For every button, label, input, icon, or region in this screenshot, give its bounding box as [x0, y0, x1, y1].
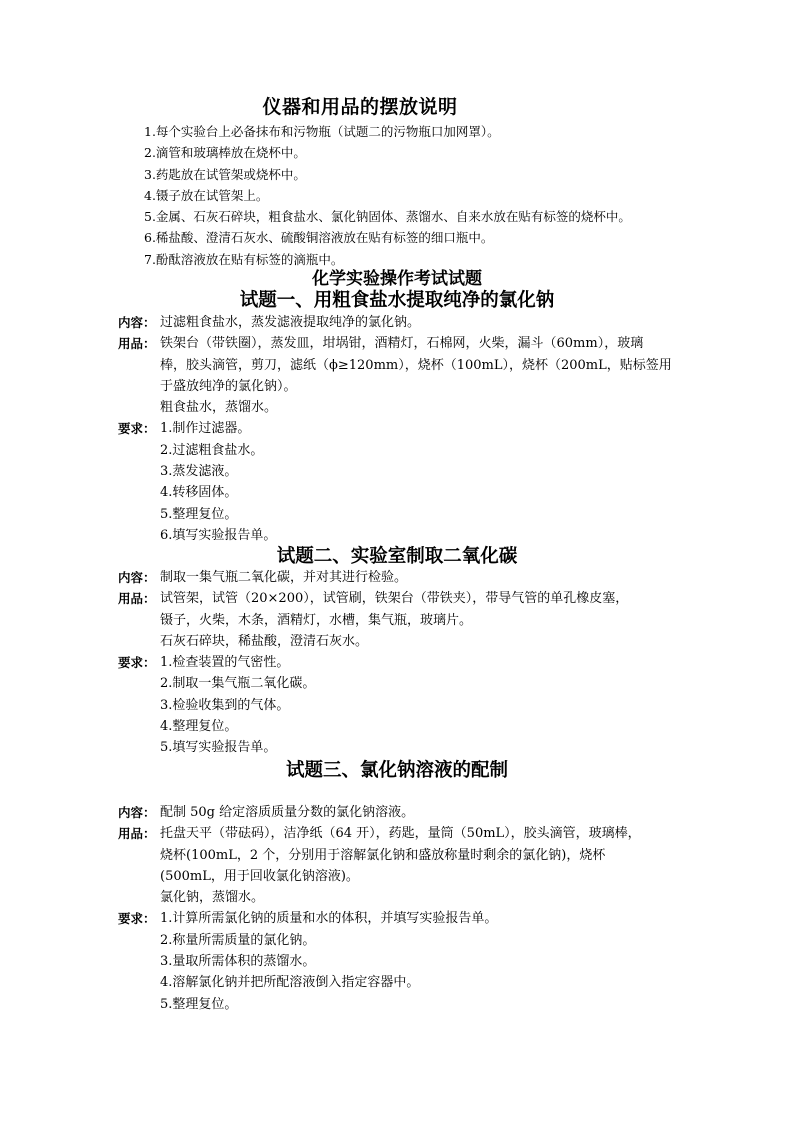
- instruction-item: 5.金属、石灰石碎块，粗食盐水、氯化钠固体、蒸馏水、自来水放在贴有标签的烧杯中。: [144, 209, 631, 225]
- q1-title: 试题一、用粗食盐水提取纯净的氯化钠: [239, 290, 555, 311]
- instruction-item: 7.酚酞溶液放在贴有标签的滴瓶中。: [144, 251, 344, 267]
- exam-title: 化学实验操作考试试题: [312, 269, 482, 289]
- requirements-label: 要求：: [118, 655, 156, 671]
- q1-supplies-row: [118, 333, 678, 418]
- q2-title: 试题二、实验室制取二氧化碳: [276, 546, 518, 567]
- q3-requirements: [160, 908, 678, 1014]
- q1-body: [118, 312, 678, 546]
- instruction-item: 1.每个实验台上必备抹布和污物瓶（试题二的污物瓶口加网罩）。: [144, 124, 500, 139]
- supply-line: 烧杯(100mL，2 个，分别用于溶解氯化钠和盛放称量时剩余的氯化钠)，烧杯: [160, 847, 606, 863]
- requirement-item: 4.溶解氯化钠并把所配溶液倒入指定容器中。: [160, 975, 420, 991]
- requirement-item: 2.称量所需质量的氯化钠。: [160, 932, 316, 948]
- supply-line: 粗食盐水，蒸馏水。: [160, 400, 278, 416]
- q3-supplies-row: [118, 823, 678, 908]
- q1-requirements-row: [118, 418, 678, 546]
- q2-content: 制取一集气瓶二氧化碳，并对其进行检验。: [160, 570, 408, 585]
- q2-requirements: [160, 652, 678, 758]
- requirement-item: 4.转移固体。: [160, 485, 238, 501]
- supplies-label: 用品：: [118, 336, 156, 352]
- requirement-item: 1.制作过滤器。: [160, 421, 251, 437]
- requirement-item: 3.检验收集到的气体。: [160, 697, 290, 713]
- requirement-item: 1.计算所需氯化钠的质量和水的体积，并填写实验报告单。: [160, 911, 498, 927]
- requirement-item: 3.蒸发滤液。: [160, 464, 238, 480]
- placement-instructions: [144, 121, 631, 270]
- supply-line: 棒，胶头滴管，剪刀，滤纸（ϕ≥120mm），烧杯（100mL），烧杯（200mL，贴标签用: [160, 357, 672, 373]
- q2-supplies-row: [118, 588, 678, 652]
- supply-line: 石灰石碎块，稀盐酸，澄清石灰水。: [160, 633, 369, 649]
- requirement-item: 5.填写实验报告单。: [160, 740, 277, 756]
- supplies-label: 用品：: [118, 591, 156, 607]
- requirement-item: 5.整理复位。: [160, 996, 238, 1012]
- supply-line: 托盘天平（带砝码），洁净纸（64 开），药匙，量筒（50mL），胶头滴管，玻璃棒，: [160, 826, 641, 842]
- supply-line: 镊子，火柴，木条，酒精灯，水槽，集气瓶，玻璃片。: [160, 612, 473, 628]
- q3-body: [118, 802, 678, 1015]
- supply-line: 氯化钠，蒸馏水。: [160, 890, 265, 906]
- q3-supplies: [160, 823, 678, 908]
- q3-content: 配制 50g 给定溶质质量分数的氯化钠溶液。: [160, 805, 415, 820]
- requirements-label: 要求：: [118, 911, 156, 927]
- q2-supplies: [160, 588, 678, 652]
- requirement-item: 4.整理复位。: [160, 719, 238, 735]
- instruction-item: 4.镊子放在试管架上。: [144, 187, 269, 203]
- q1-requirements: [160, 418, 678, 546]
- content-label: 内容：: [118, 805, 156, 820]
- requirement-item: 1.检查装置的气密性。: [160, 655, 290, 671]
- content-label: 内容：: [118, 315, 156, 330]
- supply-line: 试管架，试管（20×200），试管刷，铁架台（带铁夹），带导气管的单孔橡皮塞，: [160, 591, 629, 607]
- requirements-label: 要求：: [118, 421, 156, 437]
- q3-requirements-row: [118, 908, 678, 1014]
- document-title: 仪器和用品的摆放说明: [262, 96, 458, 118]
- requirement-item: 2.过滤粗食盐水。: [160, 442, 264, 458]
- q2-content-row: [118, 567, 678, 588]
- q3-title: 试题三、氯化钠溶液的配制: [285, 760, 508, 781]
- supply-line: (500mL，用于回收氯化钠溶液)。: [160, 868, 359, 884]
- instruction-item: 3.药匙放在试管架或烧杯中。: [144, 166, 306, 182]
- instruction-item: 2.滴管和玻璃棒放在烧杯中。: [144, 145, 306, 161]
- requirement-item: 2.制取一集气瓶二氧化碳。: [160, 676, 316, 692]
- instruction-item: 6.稀盐酸、澄清石灰水、硫酸铜溶液放在贴有标签的细口瓶中。: [144, 230, 494, 246]
- requirement-item: 5.整理复位。: [160, 506, 238, 522]
- requirement-item: 6.填写实验报告单。: [160, 527, 277, 543]
- q2-requirements-row: [118, 652, 678, 758]
- supply-line: 铁架台（带铁圈），蒸发皿，坩埚钳，酒精灯，石棉网，火柴，漏斗（60mm），玻璃: [160, 336, 644, 352]
- q1-supplies: [160, 333, 678, 418]
- q1-content-row: [118, 312, 678, 333]
- requirement-item: 3.量取所需体积的蒸馏水。: [160, 954, 316, 970]
- supply-line: 于盛放纯净的氯化钠）。: [160, 378, 297, 394]
- content-label: 内容：: [118, 570, 156, 585]
- q2-body: [118, 567, 678, 759]
- supplies-label: 用品：: [118, 826, 156, 842]
- q3-content-row: [118, 802, 678, 823]
- q1-content: 过滤粗食盐水，蒸发滤液提取纯净的氯化钠。: [160, 315, 421, 330]
